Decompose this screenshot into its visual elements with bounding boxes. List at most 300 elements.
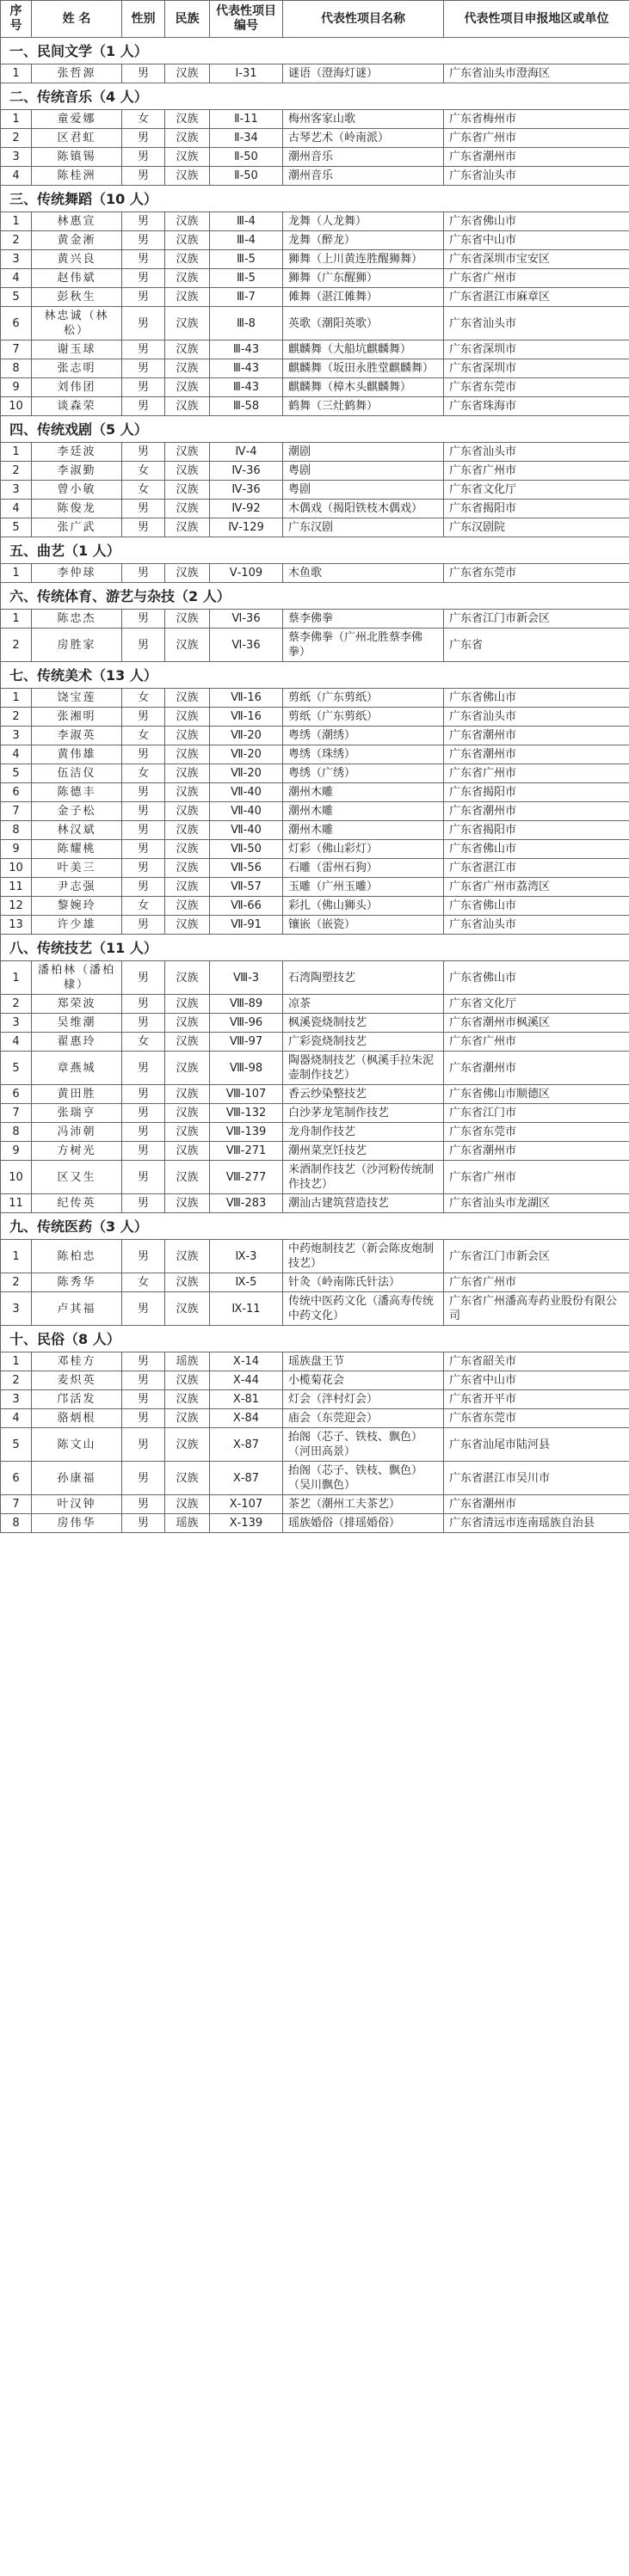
cell-ethnicity: 瑶族 xyxy=(165,1514,210,1533)
cell-gender: 女 xyxy=(122,727,165,745)
cell-region: 广东省潮州市 xyxy=(444,745,629,764)
cell-region: 广东省广州市 xyxy=(444,764,629,783)
section-title: 八、传统技艺（11 人） xyxy=(1,935,629,961)
cell-name: 卢其福 xyxy=(32,1292,122,1326)
cell-project-name: 龙舟制作技艺 xyxy=(283,1123,444,1142)
section-title: 一、民间文学（1 人） xyxy=(1,38,629,64)
cell-project-code: Ⅷ-97 xyxy=(210,1033,283,1052)
cell-seq: 3 xyxy=(1,1390,32,1409)
cell-gender: 男 xyxy=(122,397,165,416)
cell-seq: 9 xyxy=(1,378,32,397)
cell-seq: 13 xyxy=(1,916,32,935)
cell-project-code: Ⅷ-139 xyxy=(210,1123,283,1142)
cell-name: 曾小敏 xyxy=(32,481,122,500)
cell-gender: 女 xyxy=(122,1033,165,1052)
cell-seq: 4 xyxy=(1,167,32,186)
cell-seq: 2 xyxy=(1,231,32,250)
cell-name: 尹志强 xyxy=(32,878,122,897)
cell-gender: 男 xyxy=(122,995,165,1014)
cell-name: 黄金淅 xyxy=(32,231,122,250)
cell-gender: 男 xyxy=(122,610,165,629)
cell-gender: 男 xyxy=(122,961,165,995)
table-row xyxy=(1,764,629,783)
cell-project-name: 潮州菜烹饪技艺 xyxy=(283,1142,444,1161)
cell-project-name: 枫溪瓷烧制技艺 xyxy=(283,1014,444,1033)
cell-project-code: Ⅳ-36 xyxy=(210,462,283,481)
cell-ethnicity: 汉族 xyxy=(165,1240,210,1273)
cell-region: 广东省韶关市 xyxy=(444,1352,629,1371)
table-row xyxy=(1,859,629,878)
cell-ethnicity: 汉族 xyxy=(165,727,210,745)
cell-seq: 2 xyxy=(1,629,32,662)
cell-seq: 6 xyxy=(1,307,32,340)
cell-gender: 男 xyxy=(122,518,165,537)
cell-gender: 男 xyxy=(122,1240,165,1273)
cell-name: 区又生 xyxy=(32,1161,122,1194)
cell-seq: 1 xyxy=(1,443,32,462)
cell-ethnicity: 汉族 xyxy=(165,878,210,897)
cell-project-name: 潮汕古建筑营造技艺 xyxy=(283,1194,444,1213)
cell-region: 广东省揭阳市 xyxy=(444,821,629,840)
cell-name: 区君虹 xyxy=(32,129,122,148)
cell-ethnicity: 汉族 xyxy=(165,764,210,783)
cell-name: 林惠宣 xyxy=(32,212,122,231)
cell-ethnicity: 汉族 xyxy=(165,840,210,859)
cell-gender: 男 xyxy=(122,129,165,148)
cell-gender: 男 xyxy=(122,564,165,583)
cell-project-code: Ⅶ-20 xyxy=(210,764,283,783)
cell-region: 广东省广州市 xyxy=(444,1161,629,1194)
cell-project-code: Ⅶ-50 xyxy=(210,840,283,859)
table-row xyxy=(1,1104,629,1123)
cell-region: 广东省佛山市 xyxy=(444,212,629,231)
section-heading-row xyxy=(1,416,629,443)
cell-project-name: 庙会（东莞迎会） xyxy=(283,1409,444,1428)
cell-seq: 5 xyxy=(1,1052,32,1085)
cell-project-code: Ⅹ-81 xyxy=(210,1390,283,1409)
cell-ethnicity: 汉族 xyxy=(165,518,210,537)
cell-name: 陈桂洲 xyxy=(32,167,122,186)
cell-name: 伍洁仪 xyxy=(32,764,122,783)
header-gender: 性别 xyxy=(122,1,165,38)
table-row xyxy=(1,995,629,1014)
cell-region: 广东省佛山市 xyxy=(444,961,629,995)
table-row xyxy=(1,462,629,481)
table-row xyxy=(1,564,629,583)
cell-ethnicity: 汉族 xyxy=(165,129,210,148)
cell-ethnicity: 汉族 xyxy=(165,64,210,83)
cell-name: 方树光 xyxy=(32,1142,122,1161)
cell-gender: 男 xyxy=(122,629,165,662)
cell-name: 孙康福 xyxy=(32,1462,122,1495)
cell-project-code: Ⅳ-36 xyxy=(210,481,283,500)
cell-gender: 男 xyxy=(122,64,165,83)
cell-region: 广东省江门市新会区 xyxy=(444,610,629,629)
cell-name: 张湘明 xyxy=(32,708,122,727)
cell-project-name: 木鱼歌 xyxy=(283,564,444,583)
cell-project-name: 梅州客家山歌 xyxy=(283,110,444,129)
cell-region: 广东省湛江市吴川市 xyxy=(444,1462,629,1495)
cell-ethnicity: 汉族 xyxy=(165,1371,210,1390)
cell-project-name: 剪纸（广东剪纸） xyxy=(283,689,444,708)
cell-region: 广东省汕尾市陆河县 xyxy=(444,1428,629,1462)
cell-project-code: Ⅷ-277 xyxy=(210,1161,283,1194)
cell-region: 广东省佛山市 xyxy=(444,840,629,859)
table-row xyxy=(1,727,629,745)
cell-ethnicity: 汉族 xyxy=(165,481,210,500)
cell-gender: 男 xyxy=(122,231,165,250)
table-row xyxy=(1,1161,629,1194)
cell-name: 谢玉球 xyxy=(32,340,122,359)
cell-project-name: 中药炮制技艺（新会陈皮炮制技艺） xyxy=(283,1240,444,1273)
cell-region: 广东省潮州市 xyxy=(444,727,629,745)
table-row xyxy=(1,250,629,269)
cell-project-name: 石雕（雷州石狗） xyxy=(283,859,444,878)
cell-region: 广东省汕头市 xyxy=(444,708,629,727)
cell-gender: 女 xyxy=(122,764,165,783)
cell-name: 李淑英 xyxy=(32,727,122,745)
cell-seq: 1 xyxy=(1,689,32,708)
cell-project-code: Ⅲ-43 xyxy=(210,378,283,397)
cell-project-name: 彩扎（佛山狮头） xyxy=(283,897,444,916)
cell-seq: 4 xyxy=(1,500,32,518)
cell-project-code: Ⅷ-3 xyxy=(210,961,283,995)
cell-ethnicity: 汉族 xyxy=(165,250,210,269)
cell-gender: 男 xyxy=(122,288,165,307)
cell-project-name: 潮州音乐 xyxy=(283,167,444,186)
cell-project-name: 潮州音乐 xyxy=(283,148,444,167)
cell-seq: 11 xyxy=(1,878,32,897)
cell-gender: 男 xyxy=(122,340,165,359)
cell-project-name: 针灸（岭南陈氏针法） xyxy=(283,1273,444,1292)
cell-project-name: 灯会（泮村灯会） xyxy=(283,1390,444,1409)
cell-ethnicity: 汉族 xyxy=(165,897,210,916)
table-row xyxy=(1,148,629,167)
cell-project-name: 蔡李佛拳（广州北胜蔡李佛拳） xyxy=(283,629,444,662)
table-row xyxy=(1,1240,629,1273)
cell-seq: 8 xyxy=(1,821,32,840)
cell-region: 广东省潮州市 xyxy=(444,148,629,167)
cell-project-name: 瑶族婚俗（排瑶婚俗） xyxy=(283,1514,444,1533)
cell-name: 谈森荣 xyxy=(32,397,122,416)
cell-gender: 男 xyxy=(122,1052,165,1085)
cell-region: 广东省江门市新会区 xyxy=(444,1240,629,1273)
cell-seq: 5 xyxy=(1,518,32,537)
cell-seq: 7 xyxy=(1,802,32,821)
cell-name: 刘伟团 xyxy=(32,378,122,397)
cell-project-code: Ⅳ-129 xyxy=(210,518,283,537)
cell-region: 广东省广州市 xyxy=(444,1033,629,1052)
cell-gender: 男 xyxy=(122,1409,165,1428)
cell-name: 张志明 xyxy=(32,359,122,378)
cell-name: 彭秋生 xyxy=(32,288,122,307)
cell-name: 黄田胜 xyxy=(32,1085,122,1104)
cell-ethnicity: 汉族 xyxy=(165,1161,210,1194)
cell-seq: 11 xyxy=(1,1194,32,1213)
table-row xyxy=(1,1292,629,1326)
cell-seq: 3 xyxy=(1,1014,32,1033)
cell-ethnicity: 汉族 xyxy=(165,167,210,186)
cell-name: 邝活发 xyxy=(32,1390,122,1409)
cell-gender: 女 xyxy=(122,897,165,916)
cell-seq: 1 xyxy=(1,564,32,583)
table-row xyxy=(1,1462,629,1495)
cell-gender: 男 xyxy=(122,250,165,269)
cell-region: 广东省汕头市澄海区 xyxy=(444,64,629,83)
table-row xyxy=(1,481,629,500)
cell-project-name: 木偶戏（揭阳铁枝木偶戏） xyxy=(283,500,444,518)
cell-region: 广东省 xyxy=(444,629,629,662)
cell-name: 陈镇锡 xyxy=(32,148,122,167)
cell-seq: 3 xyxy=(1,727,32,745)
table-row xyxy=(1,1352,629,1371)
cell-name: 陈文山 xyxy=(32,1428,122,1462)
table-row xyxy=(1,340,629,359)
table-row xyxy=(1,1194,629,1213)
cell-project-code: Ⅲ-7 xyxy=(210,288,283,307)
cell-seq: 4 xyxy=(1,1409,32,1428)
table-row xyxy=(1,821,629,840)
cell-project-code: Ⅱ-34 xyxy=(210,129,283,148)
cell-region: 广东省潮州市枫溪区 xyxy=(444,1014,629,1033)
cell-region: 广东省东莞市 xyxy=(444,1409,629,1428)
cell-gender: 男 xyxy=(122,1194,165,1213)
cell-project-name: 龙舞（人龙舞） xyxy=(283,212,444,231)
cell-name: 冯沛朝 xyxy=(32,1123,122,1142)
header-project-code: 代表性项目编号 xyxy=(210,1,283,38)
cell-gender: 男 xyxy=(122,1292,165,1326)
cell-region: 广东省文化厅 xyxy=(444,995,629,1014)
cell-gender: 男 xyxy=(122,1142,165,1161)
cell-name: 陈德丰 xyxy=(32,783,122,802)
cell-project-name: 龙舞（醉龙） xyxy=(283,231,444,250)
cell-project-code: Ⅲ-58 xyxy=(210,397,283,416)
cell-ethnicity: 汉族 xyxy=(165,378,210,397)
cell-project-code: Ⅶ-40 xyxy=(210,821,283,840)
cell-region: 广东省潮州市 xyxy=(444,802,629,821)
cell-region: 广东省佛山市 xyxy=(444,897,629,916)
cell-project-code: Ⅶ-16 xyxy=(210,689,283,708)
cell-seq: 1 xyxy=(1,961,32,995)
cell-project-code: Ⅶ-91 xyxy=(210,916,283,935)
section-title: 七、传统美术（13 人） xyxy=(1,662,629,689)
cell-project-name: 石湾陶塑技艺 xyxy=(283,961,444,995)
cell-project-code: Ⅶ-40 xyxy=(210,802,283,821)
cell-region: 广东汉剧院 xyxy=(444,518,629,537)
cell-region: 广东省清远市连南瑶族自治县 xyxy=(444,1514,629,1533)
cell-gender: 男 xyxy=(122,1371,165,1390)
cell-gender: 男 xyxy=(122,212,165,231)
table-row xyxy=(1,288,629,307)
cell-project-name: 抬阁（芯子、铁枝、飘色）（河田高景） xyxy=(283,1428,444,1462)
cell-region: 广东省汕头市 xyxy=(444,916,629,935)
cell-seq: 1 xyxy=(1,610,32,629)
cell-seq: 7 xyxy=(1,1104,32,1123)
cell-ethnicity: 汉族 xyxy=(165,745,210,764)
cell-project-name: 剪纸（广东剪纸） xyxy=(283,708,444,727)
cell-region: 广东省梅州市 xyxy=(444,110,629,129)
table-row xyxy=(1,629,629,662)
cell-name: 潘柏林（潘柏棣） xyxy=(32,961,122,995)
cell-project-name: 镶嵌（嵌瓷） xyxy=(283,916,444,935)
cell-region: 广东省广州市荔湾区 xyxy=(444,878,629,897)
cell-name: 房伟华 xyxy=(32,1514,122,1533)
section-heading-row xyxy=(1,186,629,212)
cell-ethnicity: 汉族 xyxy=(165,1123,210,1142)
cell-gender: 男 xyxy=(122,1495,165,1514)
cell-region: 广东省揭阳市 xyxy=(444,500,629,518)
table-row xyxy=(1,802,629,821)
cell-gender: 男 xyxy=(122,1123,165,1142)
cell-project-name: 麒麟舞（坂田永胜堂麒麟舞） xyxy=(283,359,444,378)
table-row xyxy=(1,443,629,462)
cell-project-name: 潮州木雕 xyxy=(283,802,444,821)
cell-name: 饶宝莲 xyxy=(32,689,122,708)
table-row xyxy=(1,64,629,83)
cell-gender: 男 xyxy=(122,821,165,840)
cell-ethnicity: 汉族 xyxy=(165,1085,210,1104)
cell-region: 广东省江门市 xyxy=(444,1104,629,1123)
cell-ethnicity: 汉族 xyxy=(165,1495,210,1514)
cell-region: 广东省湛江市 xyxy=(444,859,629,878)
cell-project-name: 传统中医药文化（潘高寿传统中药文化） xyxy=(283,1292,444,1326)
table-row xyxy=(1,689,629,708)
table-row xyxy=(1,783,629,802)
cell-ethnicity: 汉族 xyxy=(165,564,210,583)
cell-seq: 7 xyxy=(1,1495,32,1514)
cell-gender: 男 xyxy=(122,859,165,878)
cell-ethnicity: 汉族 xyxy=(165,1462,210,1495)
cell-ethnicity: 汉族 xyxy=(165,231,210,250)
table-row xyxy=(1,1409,629,1428)
cell-gender: 男 xyxy=(122,708,165,727)
cell-region: 广东省东莞市 xyxy=(444,378,629,397)
cell-region: 广东省文化厅 xyxy=(444,481,629,500)
cell-region: 广东省中山市 xyxy=(444,231,629,250)
cell-project-code: Ⅵ-36 xyxy=(210,629,283,662)
cell-seq: 10 xyxy=(1,859,32,878)
cell-region: 广东省汕头市 xyxy=(444,307,629,340)
cell-project-code: Ⅸ-5 xyxy=(210,1273,283,1292)
table-row xyxy=(1,1514,629,1533)
cell-region: 广东省东莞市 xyxy=(444,564,629,583)
cell-gender: 女 xyxy=(122,110,165,129)
section-heading-row xyxy=(1,583,629,610)
cell-seq: 3 xyxy=(1,1292,32,1326)
cell-ethnicity: 汉族 xyxy=(165,1104,210,1123)
cell-project-name: 潮州木雕 xyxy=(283,783,444,802)
cell-project-code: Ⅲ-43 xyxy=(210,340,283,359)
cell-project-code: Ⅷ-271 xyxy=(210,1142,283,1161)
section-heading-row xyxy=(1,537,629,564)
cell-ethnicity: 汉族 xyxy=(165,1142,210,1161)
cell-ethnicity: 汉族 xyxy=(165,610,210,629)
cell-project-code: Ⅹ-14 xyxy=(210,1352,283,1371)
cell-project-name: 狮舞（上川黄连胜醒狮舞） xyxy=(283,250,444,269)
table-row xyxy=(1,1052,629,1085)
header-project-name: 代表性项目名称 xyxy=(283,1,444,38)
cell-ethnicity: 汉族 xyxy=(165,1033,210,1052)
cell-seq: 5 xyxy=(1,288,32,307)
cell-project-code: Ⅶ-16 xyxy=(210,708,283,727)
cell-ethnicity: 汉族 xyxy=(165,1014,210,1033)
cell-ethnicity: 汉族 xyxy=(165,689,210,708)
cell-project-name: 粤绣（珠绣） xyxy=(283,745,444,764)
cell-project-code: Ⅲ-8 xyxy=(210,307,283,340)
cell-project-code: Ⅲ-5 xyxy=(210,250,283,269)
cell-region: 广东省深圳市宝安区 xyxy=(444,250,629,269)
cell-project-code: Ⅷ-107 xyxy=(210,1085,283,1104)
cell-gender: 男 xyxy=(122,167,165,186)
cell-ethnicity: 汉族 xyxy=(165,462,210,481)
section-heading-row xyxy=(1,38,629,64)
cell-gender: 男 xyxy=(122,307,165,340)
cell-region: 广东省开平市 xyxy=(444,1390,629,1409)
cell-project-code: Ⅶ-66 xyxy=(210,897,283,916)
table-row xyxy=(1,840,629,859)
table-row xyxy=(1,1085,629,1104)
cell-ethnicity: 汉族 xyxy=(165,110,210,129)
cell-gender: 女 xyxy=(122,481,165,500)
table-row xyxy=(1,897,629,916)
cell-name: 金子松 xyxy=(32,802,122,821)
cell-project-name: 蔡李佛拳 xyxy=(283,610,444,629)
cell-project-name: 潮剧 xyxy=(283,443,444,462)
cell-region: 广东省中山市 xyxy=(444,1371,629,1390)
table-row xyxy=(1,1142,629,1161)
cell-name: 黎婉玲 xyxy=(32,897,122,916)
cell-name: 邓桂方 xyxy=(32,1352,122,1371)
cell-ethnicity: 汉族 xyxy=(165,1428,210,1462)
table-row xyxy=(1,212,629,231)
cell-project-code: Ⅶ-56 xyxy=(210,859,283,878)
cell-ethnicity: 汉族 xyxy=(165,961,210,995)
cell-seq: 5 xyxy=(1,764,32,783)
cell-project-code: Ⅸ-11 xyxy=(210,1292,283,1326)
cell-name: 李仲球 xyxy=(32,564,122,583)
cell-project-name: 广彩瓷烧制技艺 xyxy=(283,1033,444,1052)
table-row xyxy=(1,110,629,129)
cell-ethnicity: 汉族 xyxy=(165,212,210,231)
cell-project-name: 谜语（澄海灯谜） xyxy=(283,64,444,83)
table-row xyxy=(1,129,629,148)
cell-seq: 8 xyxy=(1,359,32,378)
cell-ethnicity: 汉族 xyxy=(165,359,210,378)
cell-seq: 1 xyxy=(1,212,32,231)
cell-project-name: 玉雕（广州玉雕） xyxy=(283,878,444,897)
cell-project-name: 瑶族盘王节 xyxy=(283,1352,444,1371)
cell-gender: 男 xyxy=(122,1085,165,1104)
cell-region: 广东省佛山市顺德区 xyxy=(444,1085,629,1104)
cell-project-code: Ⅲ-5 xyxy=(210,269,283,288)
cell-gender: 男 xyxy=(122,359,165,378)
cell-project-name: 粤绣（潮绣） xyxy=(283,727,444,745)
cell-name: 陈秀华 xyxy=(32,1273,122,1292)
cell-gender: 男 xyxy=(122,916,165,935)
table-row xyxy=(1,359,629,378)
cell-project-code: Ⅵ-36 xyxy=(210,610,283,629)
cell-ethnicity: 汉族 xyxy=(165,269,210,288)
cell-region: 广东省广州市 xyxy=(444,129,629,148)
header-seq: 序号 xyxy=(1,1,32,38)
table-row xyxy=(1,1123,629,1142)
cell-project-name: 粤剧 xyxy=(283,481,444,500)
cell-project-code: Ⅹ-87 xyxy=(210,1462,283,1495)
cell-project-code: Ⅳ-4 xyxy=(210,443,283,462)
cell-ethnicity: 汉族 xyxy=(165,708,210,727)
cell-region: 广东省汕头市 xyxy=(444,167,629,186)
cell-region: 广东省珠海市 xyxy=(444,397,629,416)
